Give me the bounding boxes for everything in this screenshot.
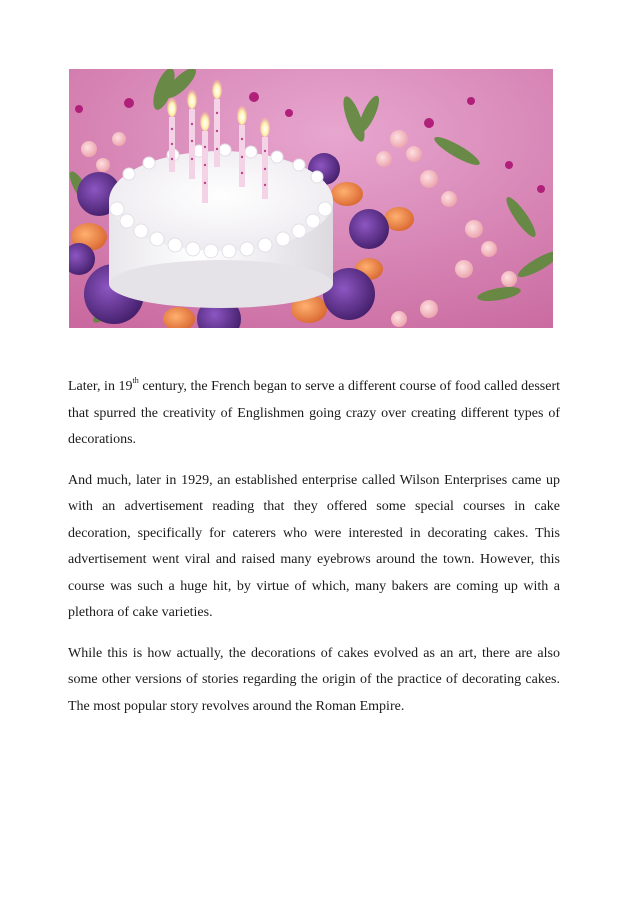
body-text: [68, 374, 560, 734]
ordinal-superscript: th: [132, 376, 139, 386]
paragraph-2: And much, later in 1929, an established enterprise called Wilson Enterprises came up with an advertisement reading that they offered some special courses in cake decoration, specifically for caterers who were interested in decorating cakes. This advertisement went viral and raised many eyebrows around the town. However, this course was such a huge hit, by virtue of which, many bakers are coming up with a plethora of cake varieties.: [68, 472, 560, 620]
paragraph-3: While this is how actually, the decorations of cakes evolved as an art, there are also some other versions of stories regarding the origin of the practice of decorating cakes. The most popular story revolves around the Roman Empire.: [68, 645, 560, 714]
paragraph-1-rest: century, the French began to serve a different course of food called dessert that spurred the creativity of Englishmen going crazy over creating different types of decorations.: [68, 379, 560, 447]
paragraph-1-start: Later, in 19: [68, 379, 133, 394]
paragraph-1: [68, 374, 560, 454]
cake-photo: [69, 69, 553, 328]
